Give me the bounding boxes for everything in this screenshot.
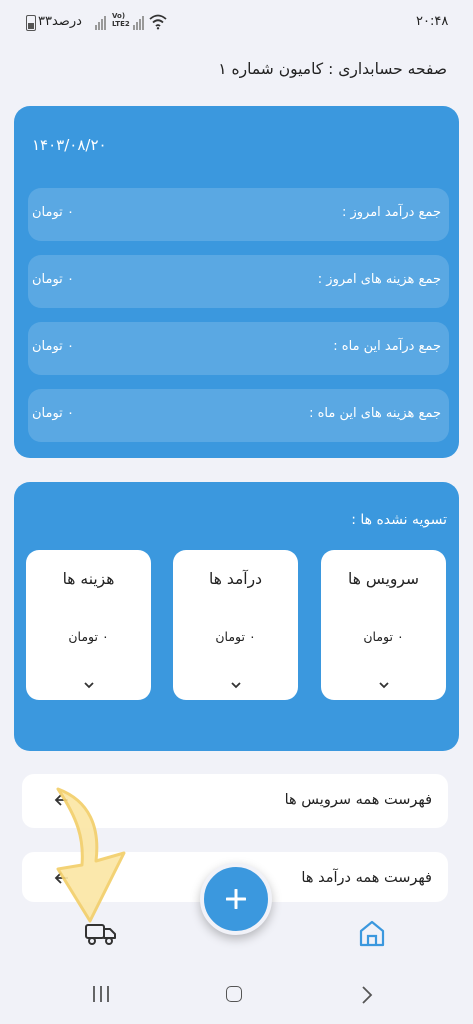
mini-card-value: ۰ تومان xyxy=(215,629,256,644)
summary-row-value: ۰ تومان xyxy=(32,272,74,287)
unsettled-title: تسویه نشده ها : xyxy=(351,512,447,528)
summary-date: ۱۴۰۳/۰۸/۲۰ xyxy=(32,136,107,154)
summary-row-value: ۰ تومان xyxy=(32,205,74,220)
unsettled-card xyxy=(14,482,459,751)
unsettled-expense-card[interactable] xyxy=(26,550,151,700)
mini-card-value: ۰ تومان xyxy=(363,629,404,644)
chevron-down-icon[interactable] xyxy=(83,681,95,689)
signal-icon-2 xyxy=(133,16,145,30)
hint-arrow-icon xyxy=(50,783,140,933)
list-item-label: فهرست همه درآمد ها xyxy=(301,870,432,886)
summary-row-month-expense xyxy=(28,389,449,442)
recent-apps-icon[interactable] xyxy=(92,985,112,1003)
summary-row-month-income xyxy=(28,322,449,375)
mini-card-title: درآمد ها xyxy=(209,570,262,588)
chevron-down-icon[interactable] xyxy=(378,681,390,689)
summary-row-today-income xyxy=(28,188,449,241)
summary-row-label: جمع هزینه های این ماه : xyxy=(309,406,441,421)
summary-row-today-expense xyxy=(28,255,449,308)
plus-icon xyxy=(226,889,246,909)
battery-percent: ۳۳درصد xyxy=(38,14,82,29)
unsettled-income-card[interactable] xyxy=(173,550,298,700)
volte-icon: Vo) LTE2 xyxy=(112,12,130,28)
summary-card xyxy=(14,106,459,458)
status-time: ۲۰:۴۸ xyxy=(416,14,449,29)
summary-row-value: ۰ تومان xyxy=(32,406,74,421)
page-title: صفحه حسابداری : کامیون شماره ۱ xyxy=(218,60,447,78)
signal-icon xyxy=(95,16,107,30)
wifi-icon xyxy=(149,14,167,30)
summary-row-label: جمع درآمد این ماه : xyxy=(333,339,441,354)
mini-card-value: ۰ تومان xyxy=(68,629,109,644)
summary-row-value: ۰ تومان xyxy=(32,339,74,354)
mini-card-title: هزینه ها xyxy=(62,570,115,588)
truck-icon[interactable] xyxy=(84,921,118,947)
summary-row-label: جمع درآمد امروز : xyxy=(341,205,441,220)
back-icon[interactable] xyxy=(360,985,374,1005)
battery-icon xyxy=(26,15,36,31)
home-icon[interactable] xyxy=(358,919,386,949)
add-button[interactable] xyxy=(200,863,272,935)
system-home-icon[interactable] xyxy=(226,986,242,1002)
list-item-label: فهرست همه سرویس ها xyxy=(284,792,432,808)
summary-row-label: جمع هزینه های امروز : xyxy=(317,272,441,287)
chevron-down-icon[interactable] xyxy=(230,681,242,689)
unsettled-services-card[interactable] xyxy=(321,550,446,700)
mini-card-title: سرویس ها xyxy=(348,570,419,588)
status-bar xyxy=(0,0,473,44)
